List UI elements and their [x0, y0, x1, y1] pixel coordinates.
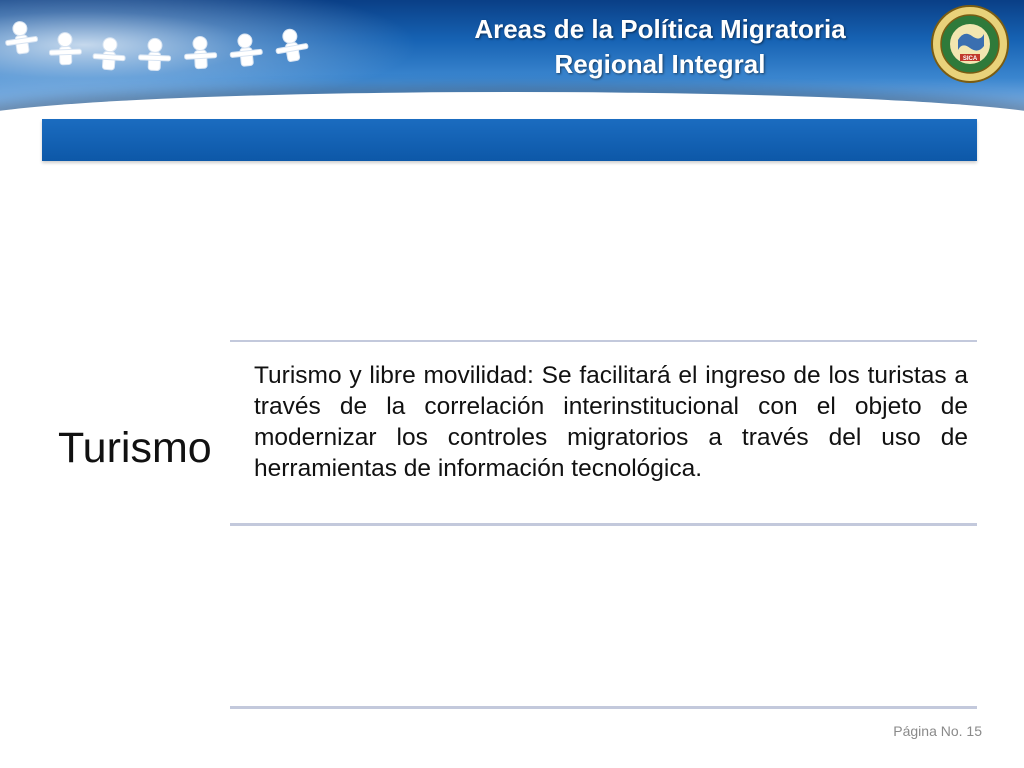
slide-header [0, 0, 1024, 112]
row-label-turismo: Turismo [58, 424, 212, 472]
section-header-bar [42, 119, 977, 161]
slide-title [400, 12, 920, 82]
table-rule-bottom [230, 706, 977, 709]
sica-seal-logo [930, 4, 1010, 84]
slide-title-line-2: Regional Integral [554, 49, 766, 79]
table-rule-top [230, 340, 977, 342]
table-rule-middle [230, 523, 977, 526]
seal-text: SICA [962, 56, 978, 62]
page-number: Página No. 15 [893, 723, 982, 739]
slide-title-line-1: Areas de la Política Migratoria [474, 14, 846, 44]
row-description: Turismo y libre movilidad: Se facilitará el ingreso de los turistas a través de la correlación interinstitucional con el objeto de modernizar los controles migratorios a través del uso de herramientas de información tecnológica. [254, 362, 968, 482]
paper-chain-figures-image [0, 0, 340, 100]
